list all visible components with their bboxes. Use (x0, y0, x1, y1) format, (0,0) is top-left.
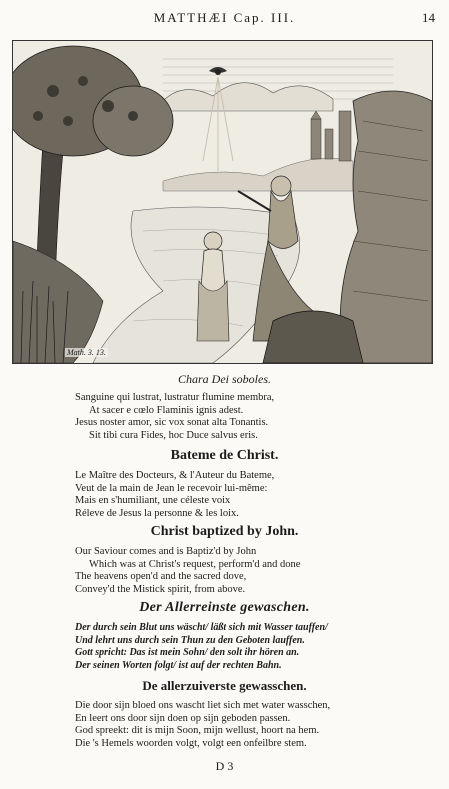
verse-line: Le Maître des Docteurs, & l'Auteur du Bateme, (75, 470, 275, 481)
verse-line: Which was at Christ's request, perform'd and done (89, 558, 301, 570)
verse-line: Der durch sein Blut uns wäscht/ läßt sich mit Wasser tauffen/ (75, 622, 328, 633)
signature-mark: D 3 (215, 759, 234, 773)
verse-line: Convey'd the Mistick spirit, from above. (75, 583, 246, 595)
verse-line: En leert ons door sijn doen op sijn geboden passen. (75, 712, 291, 724)
page-number: 14 (422, 10, 435, 25)
german-verse (0, 598, 449, 672)
page-header (0, 10, 449, 30)
verse-line: At sacer e cœlo Flaminis ignis adest. (89, 404, 244, 416)
verse-line: The heavens open'd and the sacred dove, (75, 571, 247, 582)
verse-line: Der seinen Worten folgt/ ist auf der rechten Bahn. (75, 659, 282, 671)
english-lines (0, 546, 449, 596)
verse-line: Our Saviour comes and is Baptiz'd by John (75, 546, 257, 557)
dutch-lines (0, 700, 449, 750)
scripture-reference: Math. 3. 13. (67, 348, 106, 357)
french-lines (0, 470, 449, 520)
english-heading: Christ baptized by John. (150, 524, 299, 539)
verse-line: Veut de la main de Jean le recevoir lui-même: (75, 482, 268, 494)
verse-line: Sanguine qui lustrat, lustratur flumine membra, (75, 392, 275, 403)
plate-caption: Chara Dei soboles. (178, 372, 271, 386)
verse-line: Sit tibi cura Fides, hoc Duce salvus eris. (89, 429, 258, 441)
french-verse (0, 446, 449, 520)
engraving-plate (12, 40, 433, 364)
baptism-engraving (13, 41, 432, 363)
german-lines (0, 622, 449, 672)
verse-line: Und lehrt uns durch sein Thun zu den Geboten lauffen. (75, 634, 305, 646)
german-heading: Der Allerreinste gewaschen. (139, 600, 310, 615)
dutch-heading: De allerzuiverste gewasschen. (142, 678, 307, 693)
verse-line: Mais en s'humiliant, une céleste voix (75, 495, 231, 506)
running-title: MATTHÆI Cap. III. (153, 10, 296, 25)
verse-line: Die door sijn bloed ons wascht liet sich met water wasschen, (75, 700, 331, 711)
verse-line: Jesus noster amor, sic vox sonat alta Tonantis. (75, 417, 269, 428)
french-heading: Bateme de Christ. (170, 448, 279, 463)
verse-line: Réleve de Jesus la personne & les loix. (75, 507, 239, 519)
verse-line: God spreekt: dit is mijn Soon, mijn wellust, hoort na hem. (75, 725, 320, 736)
verse-line: Gott spricht: Das ist mein Sohn/ den solt ihr hören an. (75, 647, 300, 658)
verse-line: Die 's Hemels woorden volgt, volgt een onfeilbre stem. (75, 737, 307, 749)
english-verse (0, 522, 449, 596)
latin-lines (0, 392, 449, 442)
dutch-verse (0, 676, 449, 750)
latin-verse (0, 392, 449, 442)
